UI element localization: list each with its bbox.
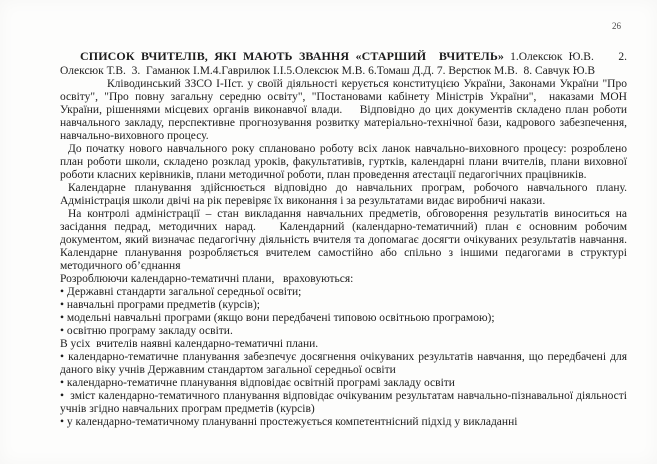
bullet-item: • освітню програму закладу освіти. <box>60 325 233 337</box>
bullet-item: • календарно-тематичне планування відповідає освітній програмі закладу освіти <box>60 377 455 389</box>
paragraph-list <box>60 78 627 429</box>
bullet-item: • зміст календарно-тематичного планування відповідає очікуваним результатам навчально-пізнавальної діяльності учнів згідно навчальних програм предметів (курсів) <box>60 390 627 415</box>
paragraph-admin-control: На контролі адміністрації – стан викладання навчальних предметів, обговорення результатів виноситься на засідання педрад, методичних нарад. Календарний (календарно-тематичний) план є основним робочим документом, який визначає педагогічну діяльність вчителя та допомагає досягти очікуваних результатів навчання. Календарне планування розробляється вчителем самостійно або спільно з іншими педагогами в структурі методичного об’єднання <box>60 208 627 272</box>
paragraph-plans-intro: Розроблюючи календарно-тематичні плани, враховуються: <box>60 273 354 285</box>
page-number: 26 <box>612 21 621 31</box>
bullet-item: • навчальні програми предметів (курсів); <box>60 299 261 311</box>
bullet-item: • Державні стандарти загальної середньої освіти; <box>60 286 302 298</box>
bullet-item: • модельні навчальні програми (якщо вони передбачені типовою освітньою програмою); <box>60 312 495 324</box>
paragraph-school-activity: Кліводинський ЗЗСО І-ІІст. у своїй діяльності керується конституцією України, Законами України "Про освіту", "Про повну загальну середню освіту", "Постановами кабінету Міністрів України", наказами МОН України, рішеннями місцевих органів виконавчої влади. Відповідно до цих документів складено план роботи навчального закладу, перспективне прогнозування розвитку матеріально-технічної бази, кадрового забезпечення, навчально-виховного процесу. <box>60 78 627 142</box>
paragraph-calendar-planning: Календарне планування здійснюється відповідно до навчальних програм, робочого навчального плану. Адміністрація школи двічі на рік перевіряє їх виконання і за результатами видає виробничі накази. <box>60 182 627 207</box>
bullet-item: • у календарно-тематичному плануванні простежується компетентнісний підхід у викладанні <box>60 416 518 428</box>
title-teacher-names: 1.Олексюк Ю.В. 2. Олексюк Т.В. 3. Гаманюк І.М.4.Гаврилюк І.І.5.Олексюк М.В. 6.Томаш Д.Д. 7. Верстюк М.В. 8. Савчук Ю.В <box>60 51 627 77</box>
document-content <box>60 49 627 429</box>
document-title <box>60 49 627 78</box>
paragraph-all-teachers: В усіх вчителів наявні календарно-тематичні плани. <box>60 338 319 350</box>
paragraph-year-planning: До початку нового навчального року сплановано роботу всіх ланок навчально-виховного процесу: розроблено план роботи школи, складено розклад уроків, факультативів, гуртків, календарні плани вчителів, плани виховної роботи класних керівників, плани методичної роботи, план проведення атестації педагогічних працівників. <box>60 143 627 181</box>
bullet-item: • календарно-тематичне планування забезпечує досягнення очікуваних результатів навчання, що передбачені для даного віку учнів Державним стандартом загальної середньої освіти <box>60 351 627 376</box>
title-bold-text: СПИСОК ВЧИТЕЛІВ, ЯКІ МАЮТЬ ЗВАННЯ «СТАРШИЙ ВЧИТЕЛЬ» <box>80 49 504 63</box>
